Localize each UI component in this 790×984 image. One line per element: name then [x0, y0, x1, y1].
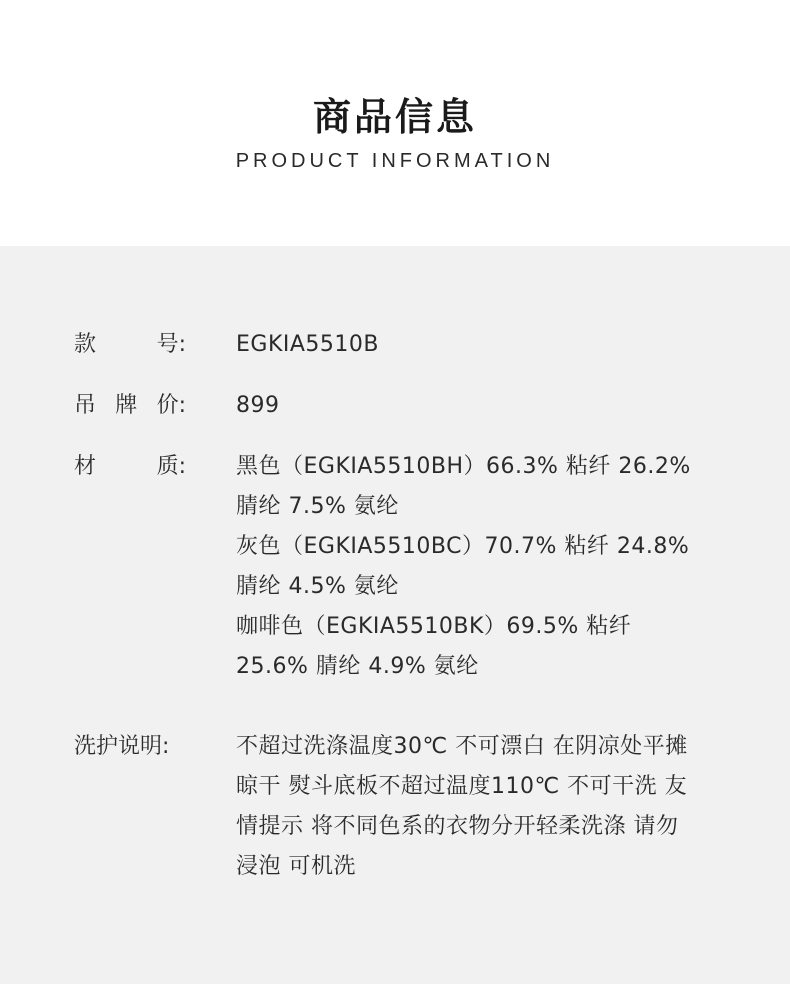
- care-line: 情提示 将不同色系的衣物分开轻柔洗涤 请勿: [236, 814, 679, 839]
- price-label-char-2: 牌: [115, 393, 138, 418]
- model-value: EGKIA5510B: [236, 332, 379, 357]
- care-line: 浸泡 可机洗: [236, 854, 356, 879]
- price-label-char-1: 吊: [74, 393, 97, 418]
- material-line: 灰色（EGKIA5510BC）70.7% 粘纤 24.8%: [236, 534, 690, 559]
- price-value: 899: [236, 393, 280, 418]
- care-line: 晾干 熨斗底板不超过温度110℃ 不可干洗 友: [236, 774, 688, 799]
- model-label-char-1: 款: [74, 332, 97, 357]
- price-label: [74, 386, 186, 426]
- care-label: [74, 727, 186, 767]
- model-label-char-2: 号:: [156, 332, 186, 357]
- material-value: [236, 447, 740, 687]
- material-line: 腈纶 7.5% 氨纶: [236, 494, 399, 519]
- page-title: 商品信息: [312, 95, 477, 139]
- header-section: [0, 0, 790, 246]
- material-line: 腈纶 4.5% 氨纶: [236, 574, 399, 599]
- page-subtitle: PRODUCT INFORMATION: [235, 150, 555, 172]
- care-value: [236, 727, 740, 887]
- material-label-char-1: 材: [74, 454, 97, 479]
- material-label-char-2: 质:: [156, 454, 186, 479]
- model-label: [74, 325, 186, 365]
- care-label-text: 洗护说明:: [74, 734, 170, 759]
- material-line: 黑色（EGKIA5510BH）66.3% 粘纤 26.2%: [236, 454, 691, 479]
- material-line: 25.6% 腈纶 4.9% 氨纶: [236, 654, 479, 679]
- material-label: [74, 447, 186, 487]
- material-line: 咖啡色（EGKIA5510BK）69.5% 粘纤: [236, 614, 632, 639]
- price-label-char-3: 价:: [156, 393, 186, 418]
- care-line: 不超过洗涤温度30℃ 不可漂白 在阴凉处平摊: [236, 734, 688, 759]
- product-info-panel: [0, 246, 790, 984]
